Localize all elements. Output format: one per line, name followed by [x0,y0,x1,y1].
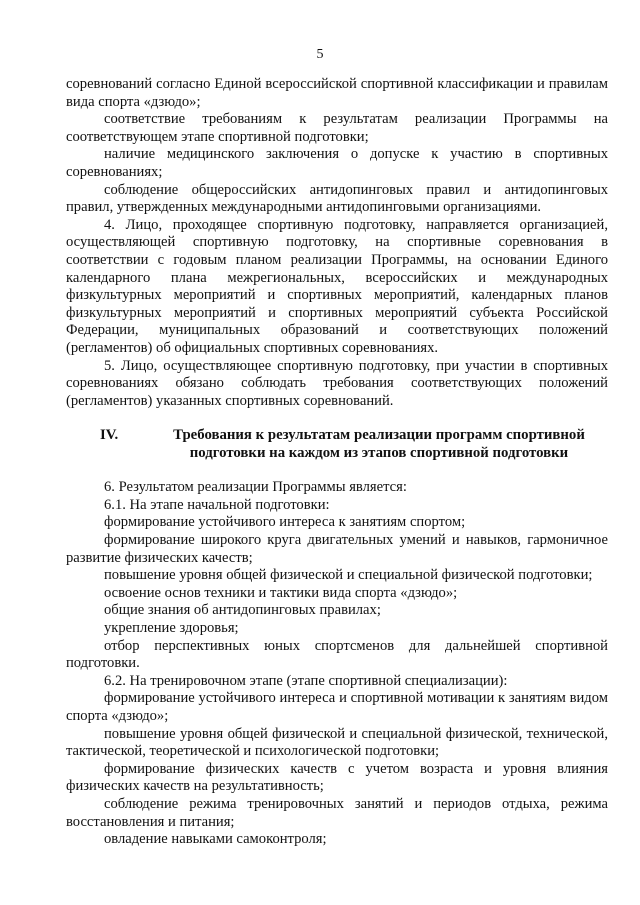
paragraph: соблюдение режима тренировочных занятий и периодов отдыха, режима восстановления и питания; [66,795,608,830]
paragraph: 6. Результатом реализации Программы является: [104,479,407,496]
paragraph: 5. Лицо, осуществляющее спортивную подготовку, при участии в спортивных соревнованиях обязано соблюдать требования соответствующих положений (регламентов) указанных спортивных соревнований. [66,357,608,409]
paragraph: повышение уровня общей физической и специальной физической подготовки; [104,567,593,584]
paragraph: 4. Лицо, проходящее спортивную подготовку, направляется организацией, осуществляющей спортивную подготовку, на спортивные соревнования в соответствии с годовым планом реализации Программы, на основании Единого календарного плана межрегиональных, всероссийских и международных физкультурных мероприятий и спортивных мероприятий, календарных планов физкультурных мероприятий и спортивных мероприятий субъекта Российской Федерации, муниципальных образований и соответствующих положений (регламентов) об официальных спортивных соревнованиях. [66,216,608,356]
paragraph-group-eligibility [66,76,608,410]
page-number: 5 [316,47,324,62]
paragraph: соответствие требованиям к результатам реализации Программы на соответствующем этапе спортивной подготовки; [66,111,608,145]
section-heading [66,426,608,462]
paragraph: общие знания об антидопинговых правилах; [104,602,381,619]
paragraph: формирование физических качеств с учетом возраста и уровня влияния физических качеств на результативность; [66,760,608,795]
paragraph: повышение уровня общей физической и специальной физической, технической, тактической, теоретической и психологической подготовки; [66,725,608,760]
paragraph: формирование широкого круга двигательных умений и навыков, гармоничное развитие физических качеств; [66,532,608,566]
section-title: Требования к результатам реализации программ спортивной подготовки на каждом из этапов спортивной подготовки [173,427,585,462]
paragraph: соблюдение общероссийских антидопинговых правил и антидопинговых правил, утвержденных международными антидопинговыми организациями. [66,181,608,216]
paragraph: 6.2. На тренировочном этапе (этапе спортивной специализации): [104,672,508,689]
paragraph: соревнований согласно Единой всероссийской спортивной классификации и правилам вида спорта «дзюдо»; [66,76,608,110]
section-number: IV. [100,427,119,444]
paragraph: наличие медицинского заключения о допуске к участию в спортивных соревнованиях; [66,146,608,180]
paragraph: формирование устойчивого интереса к занятиям спортом; [104,514,466,531]
paragraph: овладение навыками самоконтроля; [104,831,327,848]
paragraph-group-results [66,479,608,848]
paragraph: 6.1. На этапе начальной подготовки: [104,496,330,513]
paragraph: укрепление здоровья; [104,620,239,637]
paragraph: отбор перспективных юных спортсменов для дальнейшей спортивной подготовки. [66,637,608,672]
paragraph: освоение основ техники и тактики вида спорта «дзюдо»; [104,584,458,601]
paragraph: формирование устойчивого интереса и спортивной мотивации к занятиям видом спорта «дзюдо»; [66,690,608,724]
document-body [66,76,608,849]
